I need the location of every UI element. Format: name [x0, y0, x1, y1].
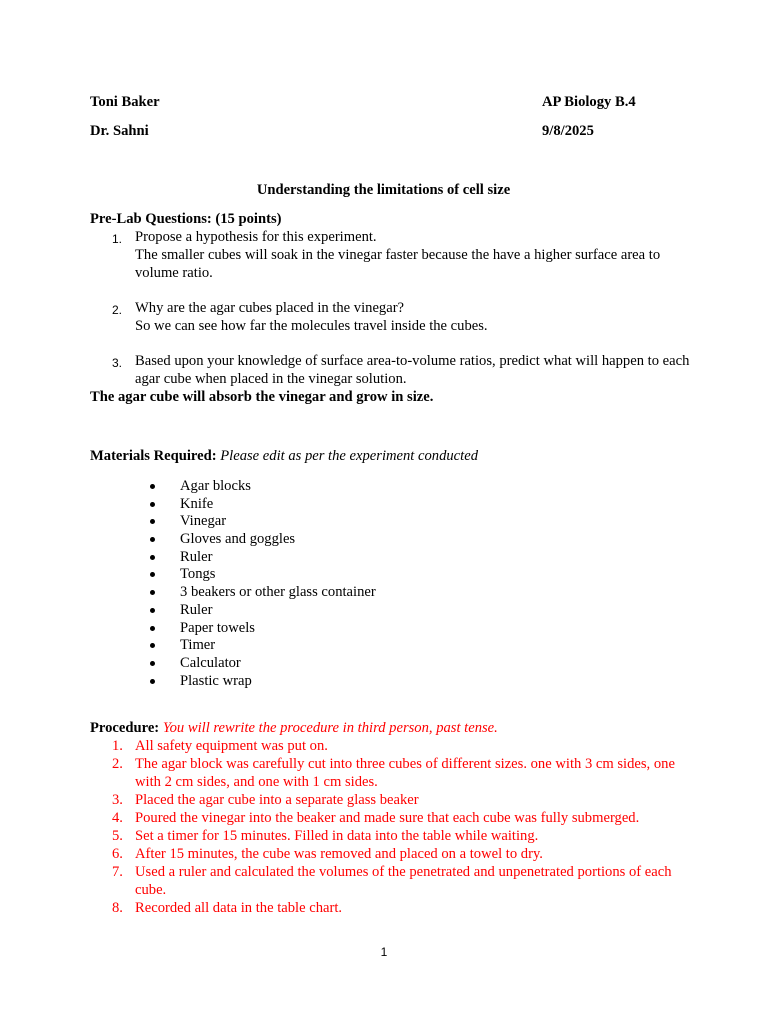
- procedure-heading: [90, 719, 690, 737]
- question-text: Why are the agar cubes placed in the vinegar?: [135, 300, 405, 316]
- step-text: Used a ruler and calculated the volumes of the penetrated and unpenetrated portions of each cube.: [135, 864, 672, 899]
- step-text: The agar block was carefully cut into three cubes of different sizes. one with 3 cm sides, one with 2 cm sides, and one with 1 cm sides.: [135, 756, 675, 791]
- bullet-icon: [150, 555, 155, 560]
- question-answer: So we can see how far the molecules travel inside the cubes.: [135, 318, 488, 334]
- prelab-heading: Pre-Lab Questions: (15 points): [90, 211, 282, 227]
- list-item: [90, 672, 690, 690]
- prelab-question-2: [90, 299, 690, 335]
- prelab-question-list: [90, 228, 690, 388]
- material-label: Plastic wrap: [180, 672, 252, 689]
- material-label: Knife: [180, 495, 214, 512]
- question-3-answer: The agar cube will absorb the vinegar and grow in size.: [90, 389, 434, 405]
- materials-heading-label: Materials Required:: [90, 448, 217, 464]
- list-item: [90, 477, 690, 495]
- bullet-icon: [150, 643, 155, 648]
- list-item: [90, 636, 690, 654]
- material-label: Vinegar: [180, 513, 227, 530]
- step-number: 1.: [112, 738, 123, 755]
- page-number: 1: [380, 945, 388, 959]
- material-label: Gloves and goggles: [180, 531, 296, 548]
- question-text: Propose a hypothesis for this experiment.: [135, 229, 377, 245]
- procedure-note: You will rewrite the procedure in third person, past tense.: [162, 720, 498, 737]
- material-label: 3 beakers or other glass container: [180, 584, 376, 601]
- material-label: Tongs: [180, 566, 216, 583]
- step-text: Set a timer for 15 minutes. Filled in data into the table while waiting.: [135, 828, 539, 845]
- procedure-step: [90, 809, 690, 827]
- step-number: 2.: [112, 756, 123, 773]
- step-number: 3.: [112, 792, 123, 809]
- step-text: Placed the agar cube into a separate glass beaker: [135, 792, 419, 809]
- material-label: Calculator: [180, 654, 241, 671]
- materials-heading: [90, 447, 690, 465]
- bullet-icon: [150, 519, 155, 524]
- list-item: [90, 512, 690, 530]
- header-row-1: [90, 93, 690, 111]
- prelab-question-3: [90, 352, 690, 388]
- step-number: 8.: [112, 900, 123, 917]
- question-text: Based upon your knowledge of surface area-to-volume ratios, predict what will happen to each agar cube when placed in the vinegar solution.: [135, 353, 690, 387]
- list-item: [90, 583, 690, 601]
- list-item: [90, 619, 690, 637]
- step-text: After 15 minutes, the cube was removed and placed on a towel to dry.: [135, 846, 543, 863]
- procedure-heading-label: Procedure:: [90, 720, 160, 737]
- course-name: AP Biology B.4: [542, 94, 636, 110]
- bullet-icon: [150, 572, 155, 577]
- procedure-step: [90, 827, 690, 845]
- step-number: 4.: [112, 810, 123, 827]
- header-row-2: [90, 122, 690, 140]
- date: 9/8/2025: [542, 123, 594, 139]
- procedure-step: [90, 863, 690, 899]
- step-number: 5.: [112, 828, 123, 845]
- bullet-icon: [150, 608, 155, 613]
- bullet-icon: [150, 679, 155, 684]
- prelab-question-1: [90, 228, 690, 282]
- material-label: Timer: [180, 637, 216, 654]
- question-number: 2.: [112, 303, 123, 317]
- step-text: Poured the vinegar into the beaker and made sure that each cube was fully submerged.: [135, 810, 640, 827]
- list-item: [90, 601, 690, 619]
- material-label: Agar blocks: [180, 478, 251, 494]
- question-number: 1.: [112, 232, 123, 246]
- list-item: [90, 548, 690, 566]
- material-label: Ruler: [180, 548, 213, 565]
- bullet-icon: [150, 590, 155, 595]
- material-label: Ruler: [180, 601, 213, 618]
- document-title: Understanding the limitations of cell size: [256, 182, 511, 198]
- bullet-icon: [150, 537, 155, 542]
- list-item: [90, 654, 690, 672]
- teacher-name: Dr. Sahni: [90, 123, 149, 139]
- step-number: 7.: [112, 864, 123, 881]
- document-page: [90, 93, 690, 917]
- procedure-step: [90, 899, 690, 917]
- materials-note: Please edit as per the experiment conducted: [220, 448, 478, 464]
- bullet-icon: [150, 661, 155, 666]
- procedure-step: [90, 755, 690, 791]
- step-number: 6.: [112, 846, 123, 863]
- procedure-step: [90, 737, 690, 755]
- procedure-steps: [90, 737, 690, 917]
- question-number: 3.: [112, 356, 123, 370]
- student-name: Toni Baker: [90, 94, 160, 110]
- step-text: Recorded all data in the table chart.: [135, 900, 343, 917]
- list-item: [90, 495, 690, 513]
- materials-list: [90, 477, 690, 689]
- bullet-icon: [150, 502, 155, 507]
- list-item: [90, 565, 690, 583]
- material-label: Paper towels: [180, 619, 255, 636]
- procedure-step: [90, 845, 690, 863]
- bullet-icon: [150, 484, 155, 489]
- procedure-step: [90, 791, 690, 809]
- step-text: All safety equipment was put on.: [135, 738, 328, 755]
- list-item: [90, 530, 690, 548]
- bullet-icon: [150, 626, 155, 631]
- question-answer: The smaller cubes will soak in the vinegar faster because the have a higher surface area to volume ratio.: [135, 247, 661, 281]
